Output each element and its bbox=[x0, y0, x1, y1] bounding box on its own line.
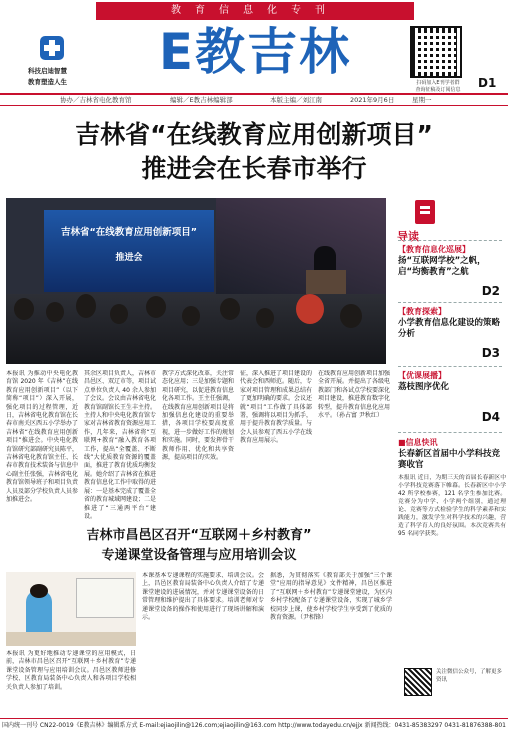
guide-item[interactable] bbox=[398, 370, 506, 428]
screen-subtitle: 推进会 bbox=[115, 253, 143, 263]
guide-item-title: 小学教育信息化建设的策略分析 bbox=[398, 318, 501, 339]
chief-editor: 本版主编／刘江南 bbox=[270, 96, 322, 104]
audience-head bbox=[256, 308, 274, 328]
article-column: 本报讯 为推动中央电化教育馆 2020 年《吉林”在线教育应用创新项目”（以下简称“项目”）深入开展，强化项目的过程管理，近日，吉林省电化教育馆在长春市南关区西五小学举办了吉林省“在线教育应用创新项目”推进会。中央电化教育馆研究部副研究员陈平，吉林省电化教育馆主任、长春市教育技术装备与信息中心副主任张强，吉林省电化教育馆领导班子和项目负责人员及部分学校负责人员参加推进会。 bbox=[6, 370, 78, 504]
guide-item[interactable] bbox=[398, 244, 506, 298]
qr-note-2: 查询征稿及订阅信息 bbox=[415, 87, 461, 93]
qr-note bbox=[404, 80, 472, 94]
audience-head bbox=[340, 304, 362, 328]
guide-section bbox=[395, 200, 505, 243]
guide-item-title: 荔枝图序优化 bbox=[398, 382, 450, 392]
audience-head bbox=[14, 298, 34, 320]
divider bbox=[398, 366, 502, 367]
screen-title: 吉林省“在线教育应用创新项目” bbox=[61, 227, 197, 238]
qr-code-icon bbox=[410, 26, 462, 78]
info-bar bbox=[0, 93, 508, 106]
whiteboard bbox=[76, 578, 134, 618]
audience-head bbox=[146, 296, 166, 318]
guide-item[interactable] bbox=[398, 306, 506, 360]
article-column: 其余区项目负责人，吉林市昌邑区、双辽市等，项目试点单位负责人 40 余人参加了会议。会议由吉林省电化教育馆副馆长王生丰主持。主持人和中央电化教育馆专家对吉林省教育资源应用工作，几年来，吉林省将“互联网+教育”融入教育各项工作，提出“全覆盖、不断线”大优质教育资源的覆盖面，推进了教育优质均衡发展。她介绍了吉林省在推进教育信息化工作中取得的进展：一是基本完成了覆盖全省的教育城域网建设；二是推进了“三通两平台”建设。 bbox=[84, 370, 156, 520]
article2-headline-2: 专递课堂设备管理与应用培训会议 bbox=[101, 548, 297, 563]
slogan bbox=[28, 66, 88, 88]
presenter-head bbox=[30, 584, 48, 598]
headline-line-2: 推进会在长春市举行 bbox=[141, 154, 367, 183]
article-column: 教学方式深化改革，关注常态化应用；三是加强专题和项目研究，以促进教育信息化各项工作。王主任强调，在线教育应用创新项目是将加强信息化建设的重要举措，各项目学校要高度重视，进一步做好工作的规划和实施。同时，要发挥骨干教师作用、优化和共享资源，提高项目的实效。 bbox=[162, 370, 234, 462]
article-column: 本报讯 为更好地推动专递课堂的应用模式，日前，吉林市昌邑区召开“互联网＋乡村教育”专递课堂设备管理与应用培训会议。昌邑区教师进修学校、区教育局装备中心负责人和各项目学校相关负责人参加了培训。 bbox=[6, 650, 136, 691]
newspaper-title: E教吉林 bbox=[158, 23, 352, 81]
news-flash-text: 本报讯 近日，为期三天的首届长春新区中小学科技竞赛落下帷幕。长春新区中小学 42 所学校参赛，121 名学生参加比赛。竞赛分为中学、小学两个组别，通过理论、竞赛等方式检验学生的科学素养和实践能力，激发学生对科学技术的兴趣，营造了科学育人的良好氛围。本次竞赛共有 95 名同学获奖。 bbox=[398, 475, 506, 537]
article-column: 在线教育应用创新项目加强全省开展。并提出了各级电教部门和各试点学校要深化项目建设，推进教育数字化转型，提升教育信息化应用水平。（孙占富 尹秋红） bbox=[318, 370, 390, 420]
article-column: 征，深入推进了项目建设的代表会和西师范。随后，专家对项目管理和成果总结有了更加明确的要求。会议还就“项目”工作做了具体部署，强调将以项目为抓手，用于提升教育教学质量。与会人员参观了西五小学在线教育应用展示。 bbox=[240, 370, 312, 445]
slogan-line-2: 教育塑造人生 bbox=[28, 78, 67, 86]
audience bbox=[6, 294, 386, 364]
guide-item-page: D2 bbox=[481, 284, 500, 298]
article2-headline bbox=[6, 526, 392, 566]
divider bbox=[398, 240, 502, 241]
article2-headline-1: 吉林市昌邑区召开“互联网＋乡村教育” bbox=[86, 528, 312, 543]
article-column: 本课基本专递课程的实施要求、培训会议。会上，昌邑区教育局装备中心负责人介绍了专递课堂建设的进展情况，并对专递课堂设备的日常管理和维护提出了具体要求。培训老师对专递课堂设备的操作和使用进行了现场讲解和演示。 bbox=[142, 572, 264, 622]
news-flash-tag: ■信息快讯 bbox=[398, 438, 438, 447]
guide-item-tag: 【教育信息化巡展】 bbox=[398, 245, 470, 254]
guide-item-page: D4 bbox=[481, 410, 500, 424]
meeting-photo bbox=[6, 198, 386, 364]
news-flash-title: 长春新区首届中小学科技竞赛收官 bbox=[398, 449, 501, 470]
wechat-qr-note: 关注微信公众号，了解更多资讯 bbox=[436, 669, 503, 683]
training-photo bbox=[6, 572, 136, 646]
audience-head bbox=[182, 306, 200, 326]
main-headline bbox=[0, 118, 508, 186]
guide-item-tag: 【教育探索】 bbox=[398, 307, 446, 316]
audience-head bbox=[110, 304, 128, 324]
weekday: 星期一 bbox=[412, 96, 432, 104]
audience-head bbox=[76, 294, 96, 318]
cross-logo-icon bbox=[40, 36, 64, 60]
footer: 国内统一刊号 CN22-0019《E教吉林》编辑系方式 E-mail:ejiaojilin@126.com;ejiaojilin@163.com http://www.todayedu.cn/ejjx 新闻热线：0431-85383297 0431-81876388-801 bbox=[0, 718, 508, 733]
projection-screen bbox=[44, 210, 214, 292]
guide-title: 导读 bbox=[397, 230, 419, 243]
banner-text: 教育信息化专刊 bbox=[171, 5, 339, 16]
audience-head bbox=[296, 294, 324, 324]
guide-icon bbox=[415, 200, 435, 224]
guide-item-page: D3 bbox=[481, 346, 500, 360]
guide-item-title: 扬“互联网学校”之帆，启“均衡教育”之航 bbox=[398, 256, 486, 277]
guide-item-tag: 【优课展播】 bbox=[398, 371, 446, 380]
audience-head bbox=[46, 302, 64, 322]
article-column: 据悉，为贯彻落实《教育部关于加强“三个课堂”应用的指导意见》文件精神，昌邑区推进了“互联网＋乡村教育”专递课堂建设，为区内乡村学校配备了专递课堂设备，实现了城乡学校同步上课，使乡村学校学生享受到了优质的教育资源。（尹相锋） bbox=[270, 572, 392, 622]
issue-date: 2021年9月6日 bbox=[350, 96, 395, 104]
qr-note-1: 扫码加入E刊学者群 bbox=[416, 80, 460, 86]
desk bbox=[6, 632, 136, 646]
news-flash bbox=[398, 437, 506, 538]
page-number: D1 bbox=[478, 76, 497, 90]
audience-head bbox=[220, 298, 240, 320]
editor: 编辑／E教吉林编辑部 bbox=[170, 96, 233, 104]
headline-line-1: 吉林省“在线教育应用创新项目” bbox=[75, 120, 433, 149]
divider bbox=[398, 432, 502, 433]
wechat-qr-icon bbox=[404, 668, 432, 696]
organizer: 协办／吉林省电化教育馆 bbox=[60, 96, 132, 104]
slogan-line-1: 科技启迪智慧 bbox=[28, 67, 67, 75]
divider bbox=[398, 302, 502, 303]
header-banner bbox=[96, 2, 414, 20]
